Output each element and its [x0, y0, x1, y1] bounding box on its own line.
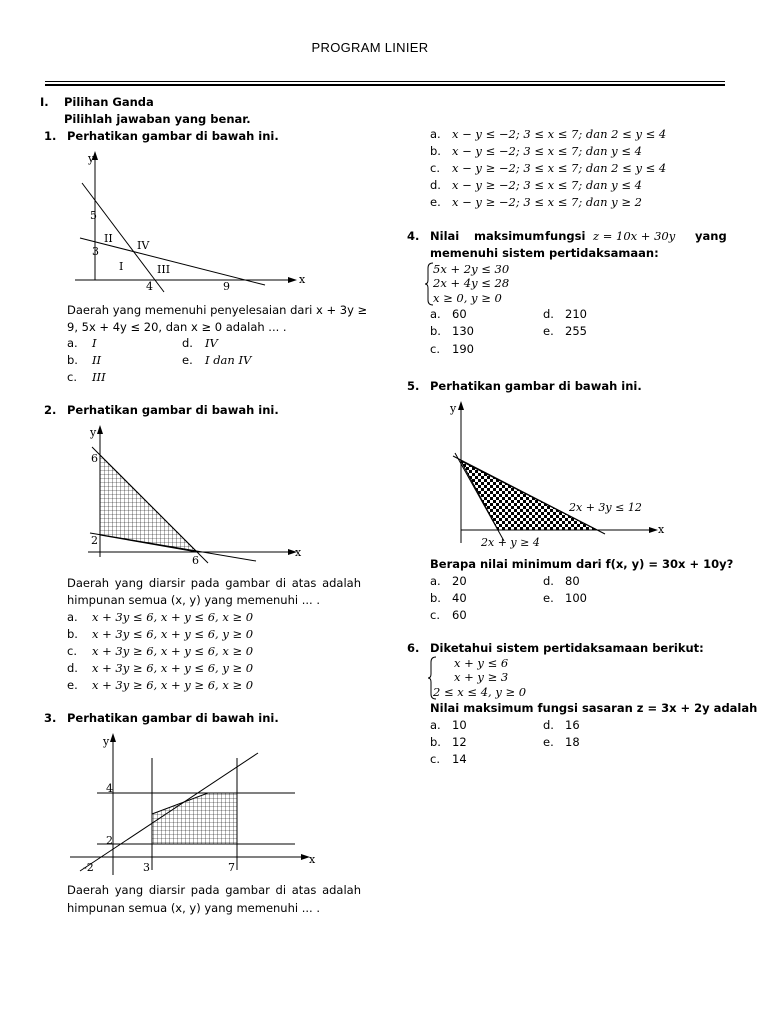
q5-opt-d: 80 — [565, 574, 580, 588]
q5-prompt: Perhatikan gambar di bawah ini. — [430, 379, 642, 393]
q3-opt-e: x − y ≥ −2; 3 ≤ x ≤ 7; dan y ≥ 2 — [452, 195, 642, 209]
q1-text-line1: Daerah yang memenuhi penyelesaian dari x + 3y ≥ — [67, 303, 368, 317]
q2-opt-b: x + 3y ≤ 6, x + y ≤ 6, y ≥ 0 — [92, 627, 254, 641]
q5-opt-c-key: c. — [430, 608, 440, 622]
section-heading: Pilihan Ganda — [64, 95, 154, 109]
header-rule-thin — [45, 81, 725, 82]
q4-sys-1: 5x + 2y ≤ 30 — [433, 262, 510, 276]
q1-region-III: III — [157, 263, 171, 276]
q1-y-label: y — [88, 152, 95, 165]
q1-opt-a-key: a. — [67, 336, 78, 350]
q2-opt-a-key: a. — [67, 610, 78, 624]
q2-y-label: y — [90, 426, 97, 439]
q5-graph — [445, 398, 685, 550]
q1-tick-9: 9 — [223, 280, 230, 293]
q1-opt-b-key: b. — [67, 353, 78, 367]
q2-opt-e-key: e. — [67, 678, 78, 692]
q3-opt-b: x − y ≤ −2; 3 ≤ x ≤ 7; dan y ≤ 4 — [452, 144, 642, 158]
q5-x-label: x — [658, 523, 665, 536]
q5-opt-e-key: e. — [543, 591, 554, 605]
q5-opt-a: 20 — [452, 574, 467, 588]
q3-opt-e-key: e. — [430, 195, 441, 209]
q3-tick-minus2: -2 — [83, 861, 94, 874]
q3-graph — [65, 730, 335, 880]
q4-opt-b-key: b. — [430, 324, 441, 338]
q3-opt-b-key: b. — [430, 144, 441, 158]
q6-opt-d-key: d. — [543, 718, 554, 732]
q4-opt-a-key: a. — [430, 307, 441, 321]
q2-opt-e: x + 3y ≥ 6, x + y ≥ 6, x ≥ 0 — [92, 678, 254, 692]
q3-prompt: Perhatikan gambar di bawah ini. — [67, 711, 279, 725]
q5-question: Berapa nilai minimum dari f(x, y) = 30x + 10y? — [430, 557, 734, 571]
q1-tick-4: 4 — [146, 280, 153, 293]
q3-tick-7: 7 — [228, 861, 235, 874]
q6-opt-c-key: c. — [430, 752, 440, 766]
q2-tick-2: 2 — [91, 534, 98, 547]
q5-number: 5. — [407, 379, 420, 393]
q1-number: 1. — [44, 129, 57, 143]
section-numeral: I. — [40, 95, 49, 109]
q1-region-II: II — [104, 232, 113, 245]
q5-opt-e: 100 — [565, 591, 587, 605]
q6-sys-2: x + y ≥ 3 — [454, 670, 509, 684]
q1-x-label: x — [299, 273, 306, 286]
q4-opt-d-key: d. — [543, 307, 554, 321]
q4-word-2: maksimum — [474, 229, 545, 243]
q4-line2: memenuhi sistem pertidaksamaan: — [430, 246, 659, 260]
q2-prompt: Perhatikan gambar di bawah ini. — [67, 403, 279, 417]
q6-opt-c: 14 — [452, 752, 467, 766]
q1-tick-5: 5 — [90, 209, 97, 222]
q3-opt-a: x − y ≤ −2; 3 ≤ x ≤ 7; dan 2 ≤ y ≤ 4 — [452, 127, 667, 141]
page-title: PROGRAM LINIER — [311, 40, 429, 55]
q3-x-label: x — [309, 853, 316, 866]
q2-opt-c-key: c. — [67, 644, 77, 658]
q4-opt-d: 210 — [565, 307, 587, 321]
q1-opt-a: I — [92, 336, 97, 350]
q6-opt-d: 16 — [565, 718, 580, 732]
q3-text-line1: Daerah yang diarsir pada gambar di atas adalah — [67, 883, 361, 897]
q3-text-line2: himpunan semua (x, y) yang memenuhi ... . — [67, 901, 321, 915]
q6-opt-b: 12 — [452, 735, 467, 749]
q2-number: 2. — [44, 403, 57, 417]
q3-number: 3. — [44, 711, 57, 725]
q1-opt-e: I dan IV — [205, 353, 252, 367]
q6-sys-3: 2 ≤ x ≤ 4, y ≥ 0 — [433, 685, 527, 699]
q6-prompt: Diketahui sistem pertidaksamaan berikut: — [430, 641, 704, 655]
q4-function: z = 10x + 30y — [593, 229, 676, 243]
q3-shaded-region — [152, 793, 237, 844]
q3-opt-d: x − y ≥ −2; 3 ≤ x ≤ 7; dan y ≤ 4 — [452, 178, 642, 192]
q3-tick-2: 2 — [106, 834, 113, 847]
q1-region-I: I — [119, 260, 124, 273]
q3-opt-c-key: c. — [430, 161, 440, 175]
q1-region-IV: IV — [137, 239, 150, 252]
q2-tick-6x: 6 — [192, 554, 199, 567]
q3-tick-3: 3 — [143, 861, 150, 874]
q2-x-label: x — [295, 546, 302, 559]
q2-opt-b-key: b. — [67, 627, 78, 641]
q3-tick-4: 4 — [106, 782, 113, 795]
q4-word-5: yang — [695, 229, 727, 243]
q4-opt-e-key: e. — [543, 324, 554, 338]
q4-opt-c: 190 — [452, 342, 474, 356]
q5-opt-c: 60 — [452, 608, 467, 622]
q4-number: 4. — [407, 229, 420, 243]
q6-opt-a: 10 — [452, 718, 467, 732]
q3-opt-a-key: a. — [430, 127, 441, 141]
q1-prompt: Perhatikan gambar di bawah ini. — [67, 129, 279, 143]
q6-opt-e-key: e. — [543, 735, 554, 749]
q1-opt-b: II — [92, 353, 102, 367]
q5-opt-b: 40 — [452, 591, 467, 605]
q1-graph — [60, 148, 310, 293]
q1-text-line2: 9, 5x + 4y ≤ 20, dan x ≥ 0 adalah ... . — [67, 320, 287, 334]
q2-tick-6y: 6 — [91, 452, 98, 465]
q3-opt-c: x − y ≥ −2; 3 ≤ x ≤ 7; dan 2 ≤ y ≤ 4 — [452, 161, 667, 175]
q5-opt-b-key: b. — [430, 591, 441, 605]
q4-opt-a: 60 — [452, 307, 467, 321]
q2-text-line2: himpunan semua (x, y) yang memenuhi ... . — [67, 593, 321, 607]
q4-sys-2: 2x + 4y ≤ 28 — [433, 276, 510, 290]
q1-opt-c: III — [92, 370, 106, 384]
q2-opt-d-key: d. — [67, 661, 78, 675]
q5-y-label: y — [450, 402, 457, 415]
q5-opt-d-key: d. — [543, 574, 554, 588]
q6-question: Nilai maksimum fungsi sasaran z = 3x + 2y adalah — [430, 701, 758, 715]
q2-opt-a: x + 3y ≤ 6, x + y ≤ 6, x ≥ 0 — [92, 610, 254, 624]
q6-opt-a-key: a. — [430, 718, 441, 732]
q6-opt-b-key: b. — [430, 735, 441, 749]
q6-number: 6. — [407, 641, 420, 655]
section-instruction: Pilihlah jawaban yang benar. — [64, 112, 251, 126]
q5-opt-a-key: a. — [430, 574, 441, 588]
q2-opt-c: x + 3y ≥ 6, x + y ≤ 6, x ≥ 0 — [92, 644, 254, 658]
q5-line2-label: 2x + y ≥ 4 — [481, 536, 540, 549]
q6-sys-1: x + y ≤ 6 — [454, 656, 509, 670]
q6-opt-e: 18 — [565, 735, 580, 749]
q1-tick-3: 3 — [92, 245, 99, 258]
q1-opt-d: IV — [205, 336, 218, 350]
q2-opt-d: x + 3y ≥ 6, x + y ≤ 6, y ≥ 0 — [92, 661, 254, 675]
q5-line1-label: 2x + 3y ≤ 12 — [569, 501, 642, 514]
q1-opt-d-key: d. — [182, 336, 193, 350]
q2-graph — [80, 422, 320, 567]
q1-opt-c-key: c. — [67, 370, 77, 384]
q4-word-3: fungsi — [545, 229, 586, 243]
q4-sys-3: x ≥ 0, y ≥ 0 — [433, 291, 502, 305]
q1-opt-e-key: e. — [182, 353, 193, 367]
q4-opt-e: 255 — [565, 324, 587, 338]
q4-word-1: Nilai — [430, 229, 460, 243]
q3-opt-d-key: d. — [430, 178, 441, 192]
q4-opt-c-key: c. — [430, 342, 440, 356]
q4-opt-b: 130 — [452, 324, 474, 338]
q3-y-label: y — [103, 735, 110, 748]
q2-text-line1: Daerah yang diarsir pada gambar di atas adalah — [67, 576, 361, 590]
header-rule-thick — [45, 84, 725, 86]
